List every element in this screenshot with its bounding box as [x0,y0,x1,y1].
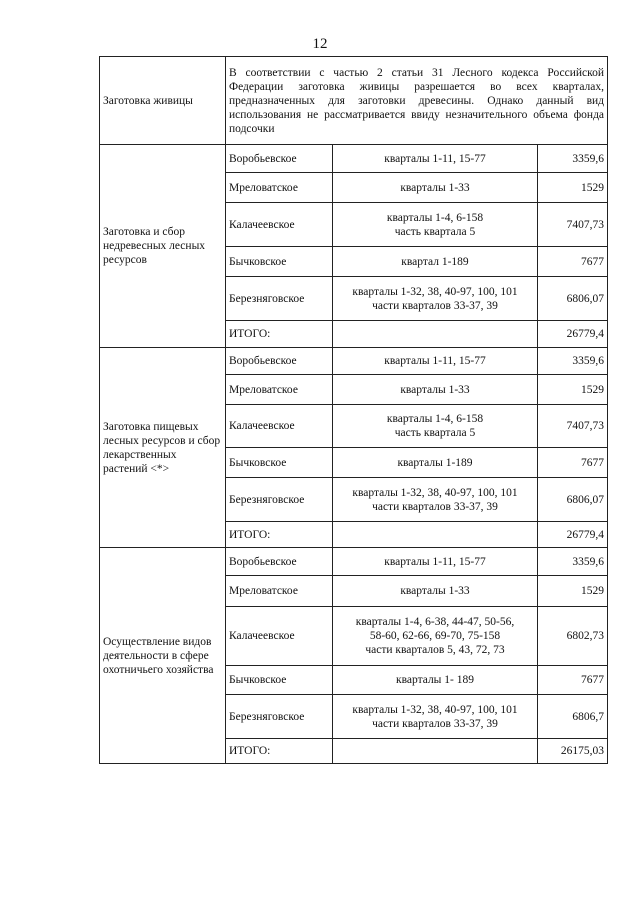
quarters-cell [333,173,538,203]
quarters-line: часть квартала 5 [394,427,476,439]
district-cell: Березняговское [226,478,333,522]
total-value: 26779,4 [538,522,608,548]
table-row-resin [100,57,608,145]
quarters-line: кварталы 1-33 [400,181,470,194]
quarters-cell [333,576,538,607]
quarters-line: кварталы 1-4, 6-158 [386,211,484,224]
district-cell: Бычковское [226,448,333,478]
area-cell: 6806,07 [538,277,608,321]
quarters-cell [333,478,538,522]
total-value: 26779,4 [538,321,608,348]
total-label: ИТОГО: [226,522,333,548]
district-cell: Мреловатское [226,375,333,405]
quarters-line: кварталы 1-33 [400,585,470,597]
area-cell: 1529 [538,576,608,607]
resin-note: В соответствии с частью 2 статьи 31 Лесного кодекса Российской Федерации заготовка живицы разрешается во всех кварталах, предназначенных для заготовки древесины. Однако данный вид использования не рассматривается ввиду незначительного объема фонда подсочки [226,57,608,145]
area-cell: 6802,73 [538,607,608,666]
quarters-line: кварталы 1-189 [397,456,473,469]
empty-cell [333,522,538,548]
district-cell: Воробьевское [226,348,333,375]
area-cell: 6806,7 [538,695,608,739]
quarters-cell [333,405,538,448]
quarters-cell [333,375,538,405]
area-cell: 7407,73 [538,405,608,448]
district-cell: Мреловатское [226,173,333,203]
quarters-line: 58-60, 62-66, 69-70, 75-158 [369,630,501,642]
quarters-cell [333,666,538,695]
activity-cell: Осуществление видов деятельности в сфере охотничьего хозяйства [100,548,226,764]
district-cell: Калачеевское [226,607,333,666]
quarters-cell [333,277,538,321]
table-row [100,145,608,173]
area-cell: 7677 [538,448,608,478]
quarters-line: квартал 1-189 [401,255,469,268]
quarters-line: кварталы 1-4, 6-158 [386,413,484,425]
empty-cell [333,739,538,764]
quarters-cell [333,247,538,277]
quarters-line: кварталы 1-32, 38, 40-97, 100, 101 [352,486,518,499]
district-cell: Бычковское [226,666,333,695]
quarters-line: части кварталов 5, 43, 72, 73 [365,644,505,656]
total-label: ИТОГО: [226,321,333,348]
area-cell: 7677 [538,247,608,277]
quarters-cell [333,203,538,247]
district-cell: Бычковское [226,247,333,277]
area-cell: 1529 [538,173,608,203]
district-cell: Березняговское [226,277,333,321]
quarters-line: части кварталов 33-37, 39 [372,717,498,730]
quarters-cell [333,448,538,478]
quarters-line: кварталы 1-4, 6-38, 44-47, 50-56, [355,616,515,628]
district-cell: Калачеевское [226,203,333,247]
page-number: 12 [312,36,328,52]
quarters-line: части кварталов 33-37, 39 [372,299,498,312]
quarters-line: кварталы 1-11, 15-77 [384,355,486,367]
quarters-line: кварталы 1-11, 15-77 [384,152,486,165]
total-value: 26175,03 [538,739,608,764]
area-cell: 7407,73 [538,203,608,247]
table-row [100,348,608,375]
quarters-cell [333,695,538,739]
table-row [100,548,608,576]
quarters-cell [333,607,538,666]
quarters-line: кварталы 1-11, 15-77 [384,555,486,568]
district-cell: Воробьевское [226,145,333,173]
activity-cell: Заготовка и сбор недревесных лесных ресурсов [100,145,226,348]
area-cell: 3359,6 [538,548,608,576]
activity-cell: Заготовка пищевых лесных ресурсов и сбор лекарственных растений <*> [100,348,226,548]
district-cell: Воробьевское [226,548,333,576]
forest-use-table [99,56,608,764]
empty-cell [333,321,538,348]
quarters-cell [333,145,538,173]
activity-cell: Заготовка живицы [100,57,226,145]
area-cell: 1529 [538,375,608,405]
area-cell: 3359,6 [538,348,608,375]
area-cell: 6806,07 [538,478,608,522]
quarters-line: кварталы 1-33 [400,383,470,396]
total-label: ИТОГО: [226,739,333,764]
quarters-line: часть квартала 5 [394,225,476,238]
quarters-cell [333,548,538,576]
quarters-line: кварталы 1-32, 38, 40-97, 100, 101 [352,285,518,298]
quarters-line: части кварталов 33-37, 39 [372,500,498,513]
quarters-line: кварталы 1- 189 [396,674,474,686]
district-cell: Березняговское [226,695,333,739]
quarters-cell [333,348,538,375]
area-cell: 7677 [538,666,608,695]
district-cell: Калачеевское [226,405,333,448]
area-cell: 3359,6 [538,145,608,173]
district-cell: Мреловатское [226,576,333,607]
quarters-line: кварталы 1-32, 38, 40-97, 100, 101 [352,703,518,716]
